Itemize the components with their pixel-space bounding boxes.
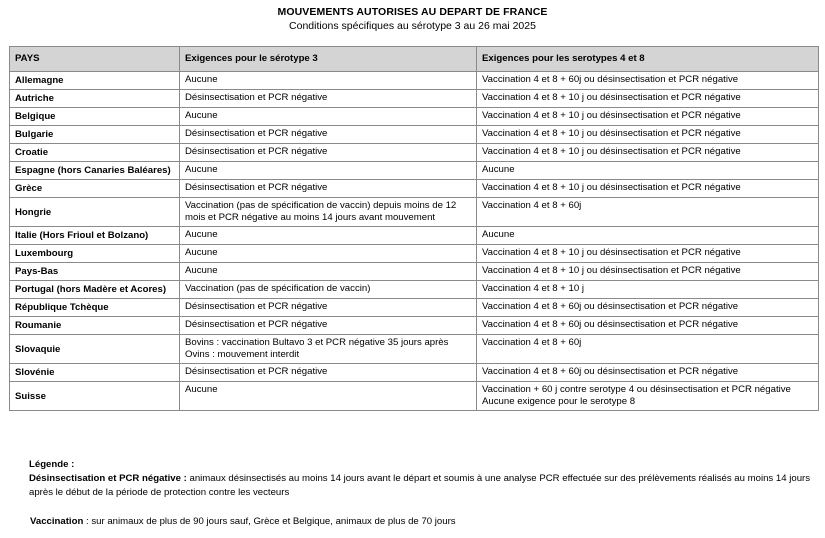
cell-line: Ovins : mouvement interdit [185,348,300,360]
country-cell: Italie (Hors Frioul et Bolzano) [10,227,180,245]
serotypes-4-8-cell [477,162,819,180]
country-cell: Hongrie [10,198,180,227]
legend [29,458,819,500]
cell-line: Désinsectisation et PCR négative [185,182,328,193]
serotypes-4-8-cell [477,108,819,126]
cell-line: Désinsectisation et PCR négative [185,366,328,377]
table-row [10,335,819,364]
table-row [10,382,819,411]
cell-line: Vaccination 4 et 8 + 10 j ou désinsectisation et PCR négative [482,182,741,193]
country-cell: Suisse [10,382,180,411]
serotypes-4-8-cell [477,227,819,245]
country-cell: Roumanie [10,317,180,335]
country-cell: Pays-Bas [10,263,180,281]
cell-line: Aucune [185,164,218,175]
cell-line: Vaccination 4 et 8 + 10 j ou désinsectisation et PCR négative [482,110,741,121]
table-row [10,144,819,162]
cell-line: Vaccination 4 et 8 + 10 j ou désinsectisation et PCR négative [482,265,741,276]
table-row [10,245,819,263]
table-row [10,90,819,108]
cell-line: Aucune [185,110,218,121]
serotype-3-cell [180,299,477,317]
legend-vaccination [30,515,820,529]
serotypes-4-8-cell [477,317,819,335]
cell-line: Vaccination 4 et 8 + 60j [482,200,582,211]
cell-line: Aucune [185,229,218,240]
serotype-3-cell [180,263,477,281]
cell-line: mois et PCR négative au moins 14 jours avant mouvement [185,211,436,223]
cell-line: Aucune [482,229,515,240]
serotypes-4-8-cell [477,90,819,108]
legend-desinsectisation [29,472,819,500]
serotype-3-cell [180,198,477,227]
country-cell: Grèce [10,180,180,198]
country-cell: Allemagne [10,72,180,90]
table-body [10,72,819,411]
serotypes-4-8-cell [477,335,819,364]
table-row [10,162,819,180]
serotypes-4-8-cell [477,126,819,144]
serotypes-4-8-cell [477,180,819,198]
table-row [10,72,819,90]
country-cell: Portugal (hors Madère et Acores) [10,281,180,299]
cell-line: Désinsectisation et PCR négative [185,301,328,312]
legend-heading: Légende : [29,459,75,470]
country-cell: Slovaquie [10,335,180,364]
serotypes-4-8-cell [477,72,819,90]
cell-line: Vaccination (pas de spécification de vaccin) depuis moins de 12 [185,200,457,211]
cell-line: Désinsectisation et PCR négative [185,146,328,157]
cell-line: Aucune [185,247,218,258]
legend-desinsectisation-text: animaux désinsectisés au moins 14 jours avant le départ et soumis à une analyse PCR effectuée sur des prélèvements réalisés au moins 14 jours après le début de la période de protection contre les vecteurs [29,473,811,498]
serotype-3-cell [180,90,477,108]
cell-line: Aucune [185,384,218,395]
country-cell: Slovénie [10,364,180,382]
serotype-3-cell [180,382,477,411]
cell-line: Aucune [185,74,218,85]
cell-line: Vaccination 4 et 8 + 10 j ou désinsectisation et PCR négative [482,128,741,139]
cell-line: Aucune [185,265,218,276]
serotype-3-cell [180,162,477,180]
country-cell: Belgique [10,108,180,126]
country-cell: Croatie [10,144,180,162]
serotype-3-cell [180,335,477,364]
table-row [10,263,819,281]
serotypes-4-8-cell [477,144,819,162]
column-header-serotype-3: Exigences pour le sérotype 3 [180,47,477,72]
page-title: MOUVEMENTS AUTORISES AU DEPART DE FRANCE [277,6,548,18]
table-row [10,198,819,227]
serotypes-4-8-cell [477,299,819,317]
table-row [10,108,819,126]
serotypes-4-8-cell [477,364,819,382]
column-header-serotypes-4-8: Exigences pour les serotypes 4 et 8 [477,47,819,72]
cell-line: Vaccination 4 et 8 + 60j ou désinsectisation et PCR négative [482,319,739,330]
cell-line: Désinsectisation et PCR négative [185,92,328,103]
serotype-3-cell [180,108,477,126]
cell-line: Vaccination 4 et 8 + 10 j ou désinsectisation et PCR négative [482,92,741,103]
cell-line: Vaccination (pas de spécification de vaccin) [185,283,371,294]
table-header-row [10,47,819,72]
cell-line: Aucune [482,164,515,175]
cell-line: Vaccination 4 et 8 + 10 j ou désinsectisation et PCR négative [482,146,741,157]
column-header-country: PAYS [10,47,180,72]
requirements-table [9,46,819,411]
country-cell: République Tchèque [10,299,180,317]
serotype-3-cell [180,245,477,263]
table-row [10,227,819,245]
cell-line: Désinsectisation et PCR négative [185,319,328,330]
table-row [10,281,819,299]
legend-vaccination-text: : sur animaux de plus de 90 jours sauf, Grèce et Belgique, animaux de plus de 70 jours [83,516,456,527]
serotypes-4-8-cell [477,281,819,299]
cell-line: Bovins : vaccination Bultavo 3 et PCR négative 35 jours après [185,337,449,348]
country-cell: Espagne (hors Canaries Baléares) [10,162,180,180]
cell-line: Aucune exigence pour le serotype 8 [482,395,636,407]
cell-line: Vaccination 4 et 8 + 10 j [482,283,584,294]
serotypes-4-8-cell [477,263,819,281]
table-row [10,299,819,317]
cell-line: Vaccination 4 et 8 + 60j ou désinsectisation et PCR négative [482,301,739,312]
serotypes-4-8-cell [477,245,819,263]
serotype-3-cell [180,227,477,245]
table-row [10,317,819,335]
cell-line: Vaccination 4 et 8 + 60j [482,337,582,348]
cell-line: Vaccination + 60 j contre serotype 4 ou désinsectisation et PCR négative [482,384,791,395]
country-cell: Bulgarie [10,126,180,144]
country-cell: Luxembourg [10,245,180,263]
table-row [10,364,819,382]
serotype-3-cell [180,281,477,299]
legend-desinsectisation-term: Désinsectisation et PCR négative : [29,473,187,484]
legend-vaccination-term: Vaccination [30,516,84,527]
cell-line: Vaccination 4 et 8 + 10 j ou désinsectisation et PCR négative [482,247,741,258]
serotype-3-cell [180,72,477,90]
cell-line: Vaccination 4 et 8 + 60j ou désinsectisation et PCR négative [482,74,739,85]
country-cell: Autriche [10,90,180,108]
table-row [10,126,819,144]
serotype-3-cell [180,317,477,335]
serotype-3-cell [180,144,477,162]
serotypes-4-8-cell [477,382,819,411]
table-row [10,180,819,198]
page-subtitle: Conditions spécifiques au sérotype 3 au 26 mai 2025 [289,20,536,32]
serotype-3-cell [180,364,477,382]
serotype-3-cell [180,126,477,144]
cell-line: Désinsectisation et PCR négative [185,128,328,139]
serotype-3-cell [180,180,477,198]
serotypes-4-8-cell [477,198,819,227]
cell-line: Vaccination 4 et 8 + 60j ou désinsectisation et PCR négative [482,366,739,377]
